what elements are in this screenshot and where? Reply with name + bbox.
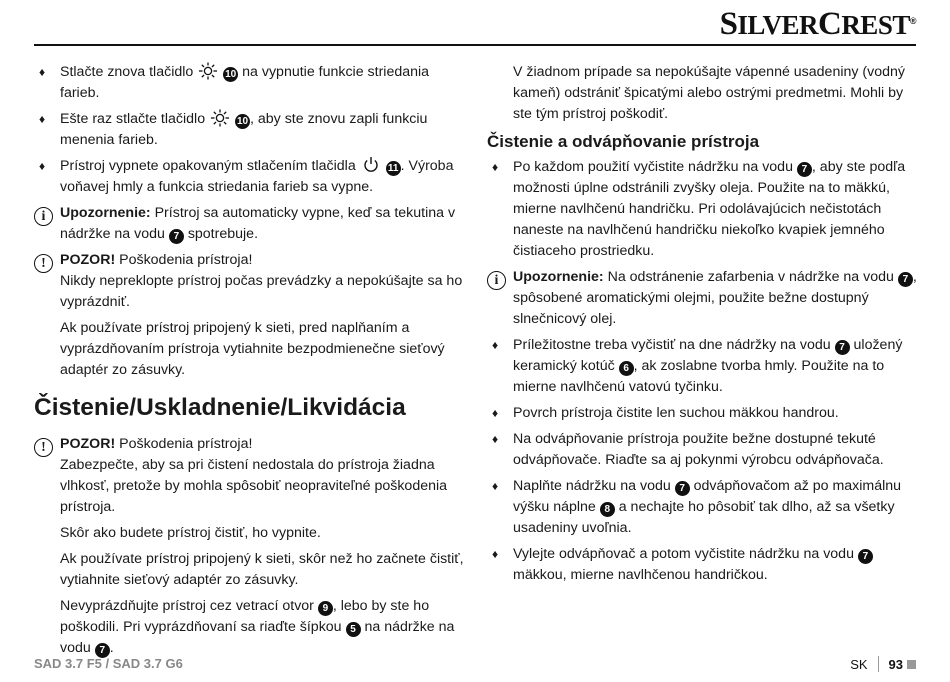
- sun-icon: [197, 62, 219, 80]
- sun-icon: [209, 109, 231, 127]
- ref-number: 5: [346, 622, 361, 637]
- ref-number: 7: [797, 162, 812, 177]
- bullet: ♦: [39, 65, 46, 79]
- subsection-heading: Čistenie a odvápňovanie prístroja: [487, 132, 760, 151]
- ref-number: 7: [95, 643, 110, 658]
- right-column: [487, 62, 919, 591]
- list-item: ♦ Povrch prístroja čistite len suchou mäkkou handrou.: [487, 403, 919, 424]
- ref-number: 7: [675, 481, 690, 496]
- list-item: ♦ Ešte raz stlačte tlačidlo 10 , aby ste znovu zapli funkciu menenia farieb.: [34, 109, 464, 151]
- page-footer: [34, 656, 916, 671]
- paragraph: Ak používate prístroj pripojený k sieti, pred naplňaním a vyprázdňovaním prístroja vytiahnite bezpodmienečne sieťový adaptér zo zásuvky.: [60, 320, 445, 378]
- language-code: SK: [850, 656, 868, 672]
- ref-number: 7: [835, 340, 850, 355]
- list-item: ♦ Vylejte odvápňovač a potom vyčistite nádržku na vodu 7 mäkkou, mierne navlhčenou handričkou.: [487, 544, 919, 586]
- bullet: ♦: [492, 338, 499, 352]
- list-item: ♦ Prístroj vypnete opakovaným stlačením tlačidla 11 . Výroba voňavej hmly a funkcia striedania farieb sa vypne.: [34, 156, 464, 198]
- info-note: i Upozornenie: Prístroj sa automaticky vypne, keď sa tekutina v nádržke na vodu 7 spotrebuje.: [34, 203, 464, 245]
- bullet: ♦: [492, 406, 499, 420]
- ref-number: 10: [225, 69, 237, 80]
- ref-number: 11: [386, 161, 401, 176]
- paragraph: Ak používate prístroj pripojený k sieti, skôr než ho začnete čistiť, vytiahnite sieťový adaptér zo zásuvky.: [60, 551, 464, 588]
- section-heading: Čistenie/Uskladnenie/Likvidácia: [34, 394, 406, 421]
- info-icon: i: [487, 271, 506, 290]
- header-rule: [34, 44, 916, 46]
- left-column: [34, 62, 464, 664]
- warning-icon: !: [34, 438, 53, 457]
- bullet: ♦: [492, 479, 499, 493]
- list-item: ♦ Príležitostne treba vyčistiť na dne nádržky na vodu 7 uložený keramický kotúč 6 , ak zoslabne tvorba hmly. Použite na to mierne navlhčenú vatovú tyčinku.: [487, 335, 919, 398]
- info-note: i Upozornenie: Na odstránenie zafarbenia v nádržke na vodu 7 , spôsobené aromatickými olejmi, použite bežne dostupný slnečnicový olej.: [487, 267, 919, 330]
- paragraph: Nevyprázdňujte prístroj cez vetrací otvor 9 , lebo by ste ho poškodili. Pri vyprázdňovaní sa riaďte šípkou 5 na nádržke na vodu 7 .: [60, 598, 455, 656]
- bullet: ♦: [492, 432, 499, 446]
- ref-number: 8: [600, 502, 615, 517]
- paragraph: V žiadnom prípade sa nepokúšajte vápenné usadeniny (vodný kameň) odstrániť špicatými alebo ostrými predmetmi. Mohli by ste tým prístroj poškodiť.: [513, 64, 905, 122]
- ref-number: 9: [318, 601, 333, 616]
- ref-number: 7: [169, 229, 184, 244]
- ref-number: 6: [619, 361, 634, 376]
- list-item: ♦ Na odvápňovanie prístroja použite bežne dostupné tekuté odvápňovače. Riaďte sa aj pokynmi výrobcu odvápňovača.: [487, 429, 919, 471]
- list-item: ♦ Naplňte nádržku na vodu 7 odvápňovačom až po maximálnu výšku náplne 8 a nechajte ho pôsobiť tak dlho, až sa všetky usadeniny uvoľnia.: [487, 476, 919, 539]
- ref-number: 7: [898, 272, 913, 287]
- divider: [878, 656, 879, 672]
- warning-note: ! POZOR! Poškodenia prístroja! Nikdy nepreklopte prístroj počas prevádzky a nepokúšajte sa ho vyprázdniť.: [34, 250, 464, 313]
- bullet: ♦: [39, 112, 46, 126]
- info-icon: i: [34, 207, 53, 226]
- paragraph: Skôr ako budete prístroj čistiť, ho vypnite.: [60, 525, 321, 541]
- list-item: ♦ Po každom použití vyčistite nádržku na vodu 7 , aby ste podľa možnosti úplne odstránili zvyšky oleja. Použite na to mäkkú, mierne navlhčenú handričku. Pri odolávajúcich nečistotách naneste na navlhčenú handričku niekoľko kvapiek jemného čistiaceho prostriedku.: [487, 157, 919, 262]
- ref-number: 10: [236, 116, 249, 127]
- list-item: ♦ Stlačte znova tlačidlo 10 na vypnutie funkcie striedania farieb.: [34, 62, 464, 104]
- bullet: ♦: [492, 547, 499, 561]
- brand-logo: SILVERCREST®: [719, 6, 916, 42]
- warning-note: ! POZOR! Poškodenia prístroja! Zabezpečte, aby sa pri čistení nedostala do prístroja žiadna vlhkosť, pretože by mohla spôsobiť neopraviteľné poškodenia prístroja.: [34, 434, 464, 518]
- bullet: ♦: [492, 160, 499, 174]
- square-marker: [907, 660, 916, 669]
- model-number: SAD 3.7 F5 / SAD 3.7 G6: [34, 656, 183, 671]
- page-number: 93: [888, 656, 903, 672]
- bullet: ♦: [39, 159, 46, 173]
- ref-number: 7: [858, 549, 873, 564]
- warning-icon: !: [34, 254, 53, 273]
- power-icon: [360, 156, 382, 174]
